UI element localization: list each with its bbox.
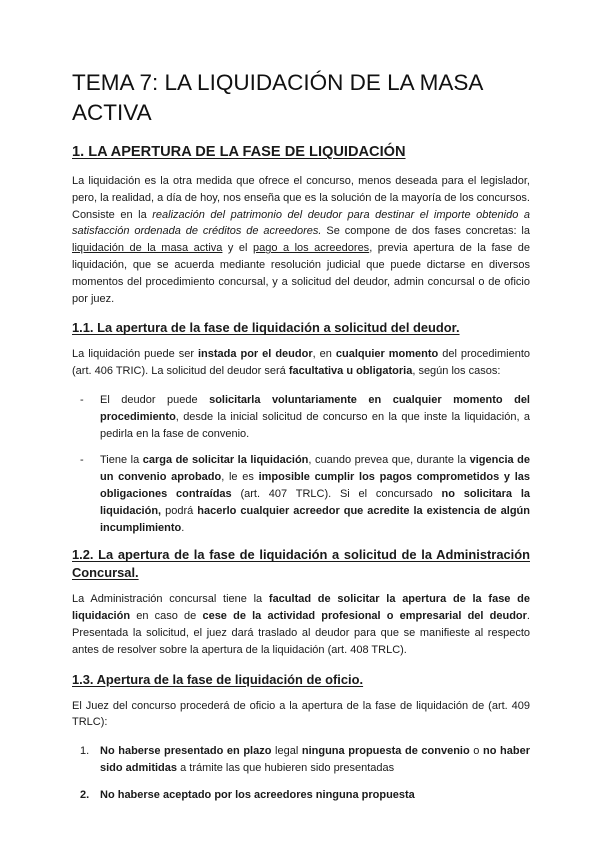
text-run: , según los casos:: [412, 365, 501, 378]
text-run: El deudor puede: [100, 393, 210, 406]
bold-run: imposible cumplir los pagos comprometidos y las obligaciones contraídas: [100, 471, 531, 500]
list-marker: 1.: [80, 745, 90, 758]
bold-run: hacerlo cualquier acreedor que acredite la existencia de algún incumplimiento: [100, 504, 530, 534]
text-run: en caso de: [130, 610, 203, 623]
underlined-term-pago: pago a los acreedores: [253, 242, 370, 255]
list-marker: 2.: [80, 788, 90, 801]
bold-run: vigencia de un convenio aprobado: [100, 454, 530, 484]
text-run: y el: [222, 242, 253, 255]
text-run: Se compone de dos fases concretas: la: [321, 225, 530, 238]
bold-run: instada por el deudor: [198, 348, 313, 361]
subsection-1-1-list: [72, 392, 530, 536]
bold-run: No haberse aceptado por los acreedores ninguna propuesta: [100, 788, 415, 801]
text-run: , le es: [221, 471, 259, 484]
bold-run: no solicitara la liquidación,: [100, 487, 530, 517]
document-title: TEMA 7: LA LIQUIDACIÓN DE LA MASA ACTIVA: [72, 70, 483, 125]
text-run: La liquidación puede ser: [72, 348, 198, 361]
bold-run: carga de solicitar la liquidación: [142, 454, 309, 467]
section-1-paragraph: [72, 173, 530, 307]
subsection-1-3-list: [72, 743, 530, 803]
subsection-1-2-heading: 1.2. La apertura de la fase de liquidación a solicitud de la Administración Concursal.: [72, 547, 530, 581]
text-run: , en: [312, 348, 336, 361]
text-run: , desde la inicial solicitud de concurso en la que inste la liquidación, a pedirla en la fase de convenio.: [100, 410, 530, 440]
italic-definition: realización del patrimonio del deudor para destinar el importe obtenido a satisfacción ordenada de créditos de acreedores.: [72, 208, 531, 238]
list-marker: -: [80, 393, 84, 406]
text-run: La liquidación es la otra medida que ofrece el concurso, menos deseada para el legislador, pero, la realidad, a día de hoy, nos enseña que es la solución de la mayoría de los concursos. Consiste en la: [72, 175, 530, 221]
list-item: [72, 452, 530, 536]
bold-run: cualquier momento: [335, 348, 439, 361]
bold-run: solicitarla voluntariamente en cualquier momento del procedimiento: [100, 393, 530, 423]
underlined-term-liquidacion: liquidación de la masa activa: [72, 242, 223, 255]
text-run: Tiene la: [100, 454, 143, 467]
text-run: . Presentada la solicitud, el juez dará traslado al deudor para que se manifieste al respecto antes de resolver sobre la apertura de la liquidación (art. 408 TRLC).: [72, 610, 530, 656]
list-item: [72, 787, 530, 804]
subsection-1-3-paragraph: El Juez del concurso procederá de oficio a la apertura de la fase de liquidación de (art. 409 TRLC):: [72, 699, 530, 729]
document-page: [72, 68, 530, 814]
list-item: [72, 392, 530, 442]
list-marker: -: [80, 454, 84, 467]
text-run: del procedimiento (art. 406 TRIC). La solicitud del deudor será: [72, 348, 530, 378]
text-run: o: [469, 745, 484, 758]
text-run: , previa apertura de la fase de liquidación, que se acuerda mediante resolución judicial que puede dictarse en diversos momentos del procedimiento concursal, y a solicitud del deudor, admin concursal o de oficio por juez.: [72, 242, 531, 305]
bold-run: no haber sido admitidas: [100, 745, 530, 774]
text-run: , cuando prevea que, durante la: [308, 454, 470, 467]
bold-run: facultativa u obligatoria: [288, 365, 413, 378]
text-run: La Administración concursal tiene la: [72, 593, 269, 606]
subsection-1-2-paragraph: [72, 591, 530, 658]
subsection-1-1-paragraph: [72, 346, 530, 380]
text-run: a trámite las que hubieren sido presentadas: [177, 761, 395, 774]
subsection-1-1-heading: 1.1. La apertura de la fase de liquidación a solicitud del deudor.: [72, 320, 460, 336]
text-run: podrá: [161, 504, 198, 517]
section-1-heading: 1. LA APERTURA DE LA FASE DE LIQUIDACIÓN: [72, 144, 406, 160]
bold-run: No haberse presentado en plazo: [100, 745, 272, 758]
text-run: (art. 407 TRLC). Si el concursado: [231, 487, 442, 500]
bold-run: facultad de solicitar la apertura de la fase de liquidación: [72, 593, 530, 623]
bold-run: ninguna propuesta de convenio: [301, 745, 470, 758]
text-run: legal: [271, 745, 302, 758]
bold-run: cese de la actividad profesional o empresarial del deudor: [202, 610, 527, 623]
subsection-1-3-heading: 1.3. Apertura de la fase de liquidación de oficio.: [72, 671, 364, 687]
list-item: [72, 743, 530, 777]
text-run: .: [181, 521, 185, 534]
